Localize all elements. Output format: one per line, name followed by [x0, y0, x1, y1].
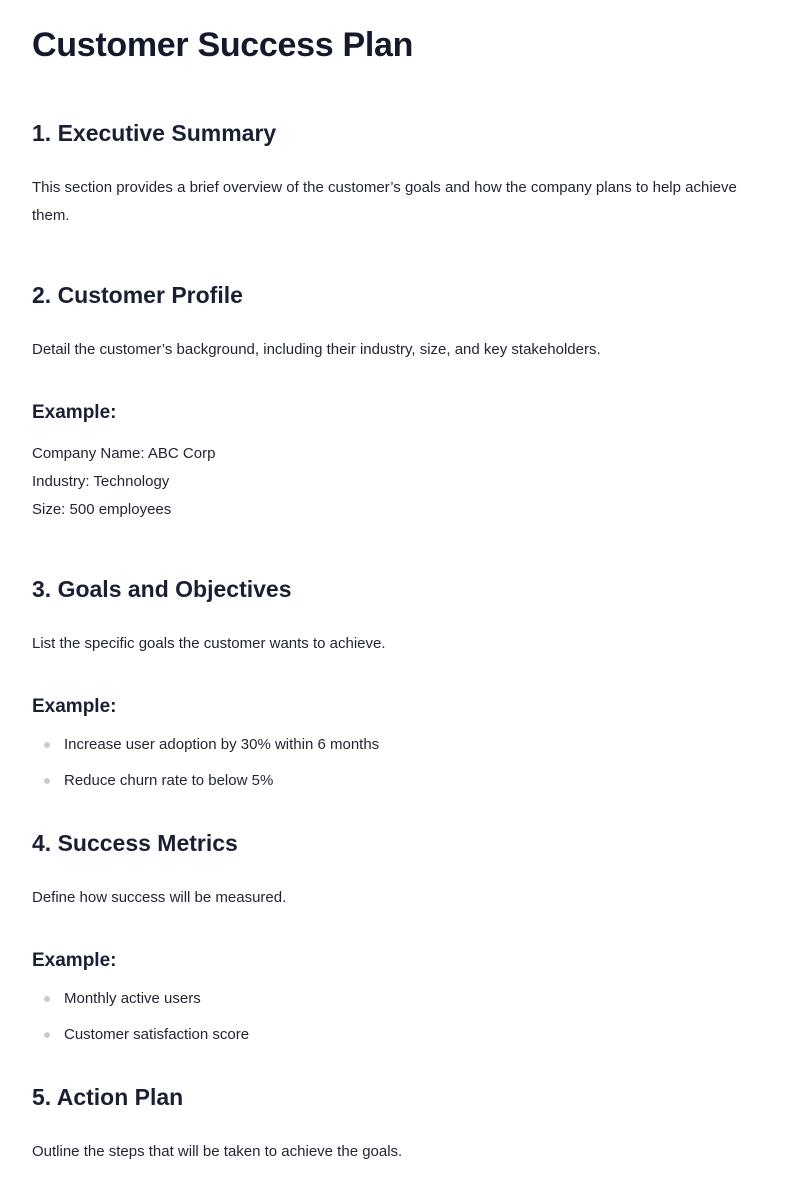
bullet-dot-icon — [44, 996, 50, 1002]
example-bullet-list — [32, 988, 768, 1046]
bullet-dot-icon — [44, 742, 50, 748]
bullet-dot-icon — [44, 1032, 50, 1038]
section-customer-profile — [32, 280, 768, 524]
section-heading: 4. Success Metrics — [32, 830, 238, 856]
list-item-text: Reduce churn rate to below 5% — [64, 772, 274, 789]
detail-line: Industry: Technology — [32, 473, 170, 490]
section-executive-summary — [32, 118, 768, 230]
example-heading: Example: — [32, 950, 117, 971]
list-item — [32, 1024, 768, 1046]
section-body: Detail the customer’s background, including their industry, size, and key stakeholders. — [32, 341, 601, 358]
list-item-text: Monthly active users — [64, 990, 201, 1007]
section-body: This section provides a brief overview of the customer’s goals and how the company plans to help achieve them. — [32, 179, 737, 224]
section-heading: 1. Executive Summary — [32, 120, 277, 146]
example-heading: Example: — [32, 402, 117, 423]
section-body: Define how success will be measured. — [32, 889, 287, 906]
list-item — [32, 770, 768, 792]
detail-line: Company Name: ABC Corp — [32, 445, 216, 462]
section-success-metrics — [32, 828, 768, 1046]
example-heading: Example: — [32, 696, 117, 717]
section-body: Outline the steps that will be taken to achieve the goals. — [32, 1143, 403, 1160]
example-bullet-list — [32, 734, 768, 792]
example-details — [32, 440, 768, 524]
list-item-text: Customer satisfaction score — [64, 1026, 250, 1043]
section-heading: 3. Goals and Objectives — [32, 576, 292, 602]
page-title: Customer Success Plan — [32, 26, 414, 64]
section-heading: 2. Customer Profile — [32, 282, 243, 308]
section-body: List the specific goals the customer wants to achieve. — [32, 635, 386, 652]
detail-line: Size: 500 employees — [32, 501, 172, 518]
bullet-dot-icon — [44, 778, 50, 784]
section-heading: 5. Action Plan — [32, 1084, 184, 1110]
list-item — [32, 734, 768, 756]
list-item-text: Increase user adoption by 30% within 6 months — [64, 736, 380, 753]
section-action-plan — [32, 1082, 768, 1166]
section-goals-objectives — [32, 574, 768, 792]
list-item — [32, 988, 768, 1010]
